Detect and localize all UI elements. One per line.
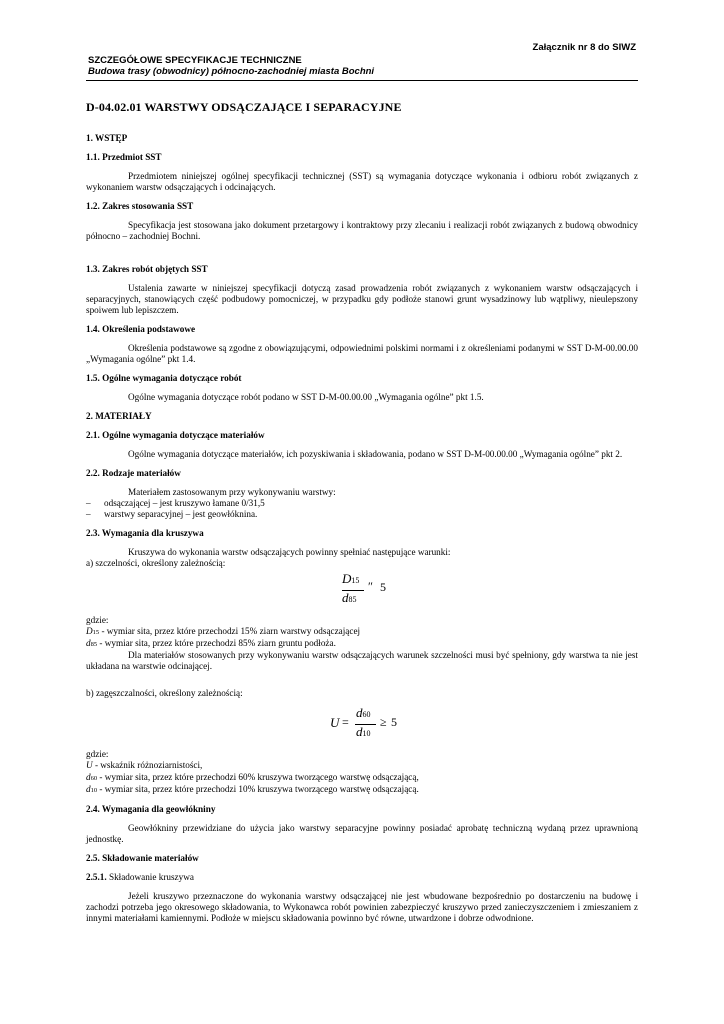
section-2-5-heading: 2.5. Składowanie materiałów [86,853,199,863]
definition-row [86,784,638,796]
list-item-text: odsączającej – jest kruszywo łamane 0/31,5 [104,498,265,508]
formula-2-block [330,707,420,745]
numerator-symbol: D [342,571,352,586]
denominator-symbol: d [342,590,349,605]
list-item [86,509,638,520]
def-symbol: d [86,772,91,782]
document-title: D-04.02.01 WARSTWY ODSĄCZAJĄCE I SEPARACYJNE [86,100,402,114]
def-symbol: d [86,638,91,648]
def-subscript: 10 [90,787,98,794]
spec-header-subtitle: Budowa trasy (obwodnicy) północno-zachodniej miasta Bochni [88,66,375,77]
section-2-2-heading: 2.2. Rodzaje materiałów [86,468,181,478]
header-divider [86,80,638,81]
definition-row [86,638,638,650]
section-2-heading: 2. MATERIAŁY [86,411,152,421]
def-text: - wymiar sita, przez które przechodzi 10% kruszywa tworzącego warstwę odsączającą. [97,784,419,794]
numerator-subscript: 15 [351,576,360,585]
section-2-5-1-title: Składowanie kruszywa [106,872,194,882]
list-dash: – [86,498,91,508]
formula-2-relation: ≥ [380,715,387,729]
section-1-3-heading: 1.3. Zakres robót objętych SST [86,264,208,274]
formula-2-equals: = [342,715,349,729]
numerator-subscript: 60 [362,710,371,719]
list-item [86,498,638,509]
def-subscript: 15 [92,629,100,636]
section-2-4-text: Geowłókniny przewidziane do użycia jako warstwy separacyjne powinny posiadać aprobatę techniczną wydaną przez uprawnioną jednostkę. [86,823,638,844]
list-dash: – [86,509,91,519]
formula-compactability [86,707,638,745]
formula-2-denominator [356,726,371,739]
def-subscript: 85 [90,641,98,648]
def-symbol: U [86,760,93,770]
formula-1-numerator [342,573,359,586]
formula-1-value: 5 [380,580,386,594]
formula-1-block [342,573,422,611]
section-2-1-text: Ogólne wymagania dotyczące materiałów, ich pozyskiwania i składowania, podano w SST D-M-00.00.00 „Wymagania ogólne” pkt 2. [128,449,623,459]
spacer [86,520,638,528]
condition-b-label: b) zagęszczalności, określony zależnością: [86,688,243,698]
def-text: - wymiar sita, przez które przechodzi 60% kruszywa tworzącego warstwę odsączającą, [97,772,419,782]
formula-1-denominator [342,592,357,605]
section-1-1-heading: 1.1. Przedmiot SST [86,152,162,162]
denominator-symbol: d [356,724,363,739]
section-2-1-heading: 2.1. Ogólne wymagania dotyczące materiałów [86,430,265,440]
section-2-5-1-heading [86,872,638,883]
spec-header-title: SZCZEGÓŁOWE SPECYFIKACJE TECHNICZNE [88,55,302,66]
definition-row [86,772,638,784]
def-text: - wymiar sita, przez które przechodzi 15% ziarn warstwy odsączającej [99,626,361,636]
def-symbol: d [86,784,91,794]
denominator-subscript: 10 [362,729,371,738]
condition-a-label: a) szczelności, określony zależnością: [86,558,226,568]
annex-label: Załącznik nr 8 do SIWZ [532,42,636,53]
denominator-subscript: 85 [348,595,357,604]
def-text: - wskaźnik różnoziarnistości, [92,760,203,770]
section-1-heading: 1. WSTĘP [86,133,128,143]
formula-filtration [86,573,638,611]
spacer [86,680,638,688]
section-1-5-text: Ogólne wymagania dotyczące robót podano w SST D-M-00.00.00 „Wymagania ogólne” pkt 1.5. [128,392,484,402]
section-1-4-heading: 1.4. Określenia podstawowe [86,324,196,334]
section-2-2-intro: Materiałem zastosowanym przy wykonywaniu warstwy: [128,487,336,497]
section-2-3-intro: Kruszywa do wykonania warstw odsączających powinny spełniać następujące warunki: [128,547,451,557]
formula-2-numerator [356,707,371,720]
section-2-4-heading: 2.4. Wymagania dla geowłókniny [86,804,216,814]
document-body [86,102,638,932]
numerator-symbol: d [356,705,363,720]
formula-2-lhs: U [330,715,340,730]
definition-row [86,626,638,638]
section-1-4-text: Określenia podstawowe są zgodne z obowiązującymi, odpowiednimi polskimi normami i z określeniami podanymi w SST D-M-00.00.00 „Wymagania ogólne” pkt 1.4. [86,343,638,364]
def-symbol: D [86,626,93,636]
def-text: - wymiar sita, przez które przechodzi 85% ziarn gruntu podłoża. [97,638,336,648]
section-2-3-note: Dla materiałów stosowanych przy wykonywaniu warstw odsączających warunek szczelności musi być spełniony, gdy warstwa ta nie jest układana na warstwie odcinającej. [86,650,638,671]
section-1-5-heading: 1.5. Ogólne wymagania dotyczące robót [86,373,242,383]
section-1-3-text: Ustalenia zawarte w niniejszej specyfikacji dotyczą zasad prowadzenia robót związanych z wykonaniem warstw odsączających i separacyjnych, stanowiących część podbudowy pomocniczej, w przypadku gdy podłoże stanowi grunt wysadzinowy lub wątpliwy, nieulepszony spoiwem lub lepiszczem. [86,283,638,315]
section-1-2-text: Specyfikacja jest stosowana jako dokument przetargowy i kontraktowy przy zlecaniu i realizacji robót związanych z budową obwodnicy północno – zachodniej Bochni. [86,220,638,241]
definition-row [86,760,638,772]
section-1-1-text: Przedmiotem niniejszej ogólnej specyfikacji technicznej (SST) są wymagania dotyczące wykonania i odbioru robót związanych z wykonaniem warstw odsączających i odcinających. [86,171,638,192]
formula-2-value: 5 [391,715,397,729]
gdzie-label: gdzie: [86,615,109,625]
section-2-5-1-number: 2.5.1. [86,872,107,882]
section-2-5-1-text: Jeżeli kruszywo przeznaczone do wykonania warstwy odsączającej nie jest wbudowane bezpośrednio po dostarczeniu na budowę i zachodzi potrzeba jego okresowego składowania, to Wykonawca robót powinien zabezpieczyć kruszywo przed zanieczyszczeniem i zmieszaniem z innymi materiałami kamiennymi. Podłoże w miejscu składowania powinno być równe, utwardzone i dobrze odwodnione. [86,891,638,923]
section-1-2-heading: 1.2. Zakres stosowania SST [86,201,194,211]
def-subscript: 60 [90,775,98,782]
section-2-3-heading: 2.3. Wymagania dla kruszywa [86,528,204,538]
gdzie-label: gdzie: [86,749,109,759]
spacer [86,796,638,804]
list-item-text: warstwy separacyjnej – jest geowłóknina. [104,509,258,519]
formula-1-relation: ″ [368,579,373,593]
spacer [86,250,638,264]
